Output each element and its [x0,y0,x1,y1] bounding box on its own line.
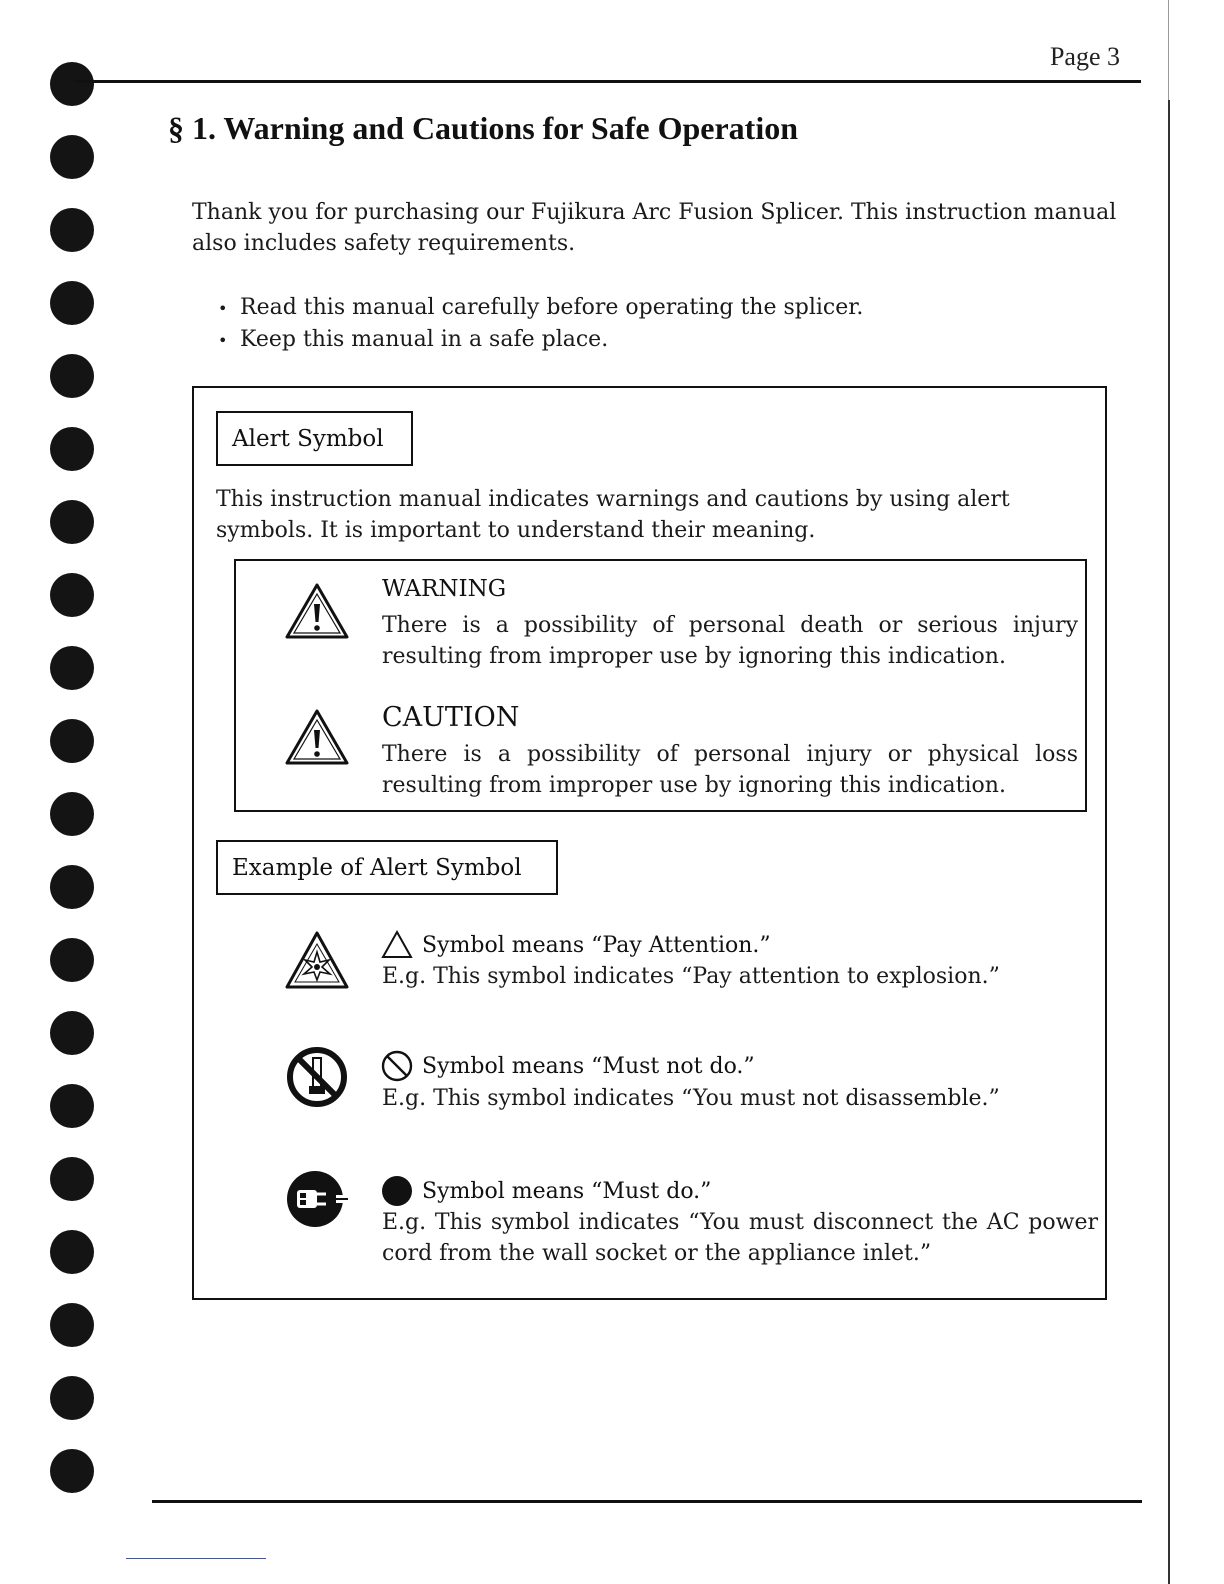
binder-hole [50,1011,94,1055]
triangle-outline-icon [380,928,414,962]
alert-symbol-description: This instruction manual indicates warnings and cautions by using alert symbols. It is important to understand their meaning. [216,487,1010,543]
binder-hole [50,354,94,398]
explosion-warning-icon [284,930,350,992]
binder-hole [50,208,94,252]
example-description: E.g. This symbol indicates “You must not disassemble.” [382,1086,1000,1111]
page-number: Page 3 [1049,42,1120,71]
filled-circle-icon [380,1174,414,1208]
page-edge [1168,100,1170,1584]
example-meaning-row [380,1174,711,1208]
footer-underline [126,1558,266,1559]
binder-hole [50,1449,94,1493]
warning-triangle-icon [284,582,350,640]
binder-hole [50,1376,94,1420]
example-meaning: Symbol means “Must do.” [422,1178,712,1204]
binder-hole [50,1084,94,1128]
example-meaning: Symbol means “Pay Attention.” [422,932,771,958]
warning-title: WARNING [382,576,507,602]
example-description: E.g. This symbol indicates “Pay attention to explosion.” [382,964,1000,989]
warning-description: There is a possibility of personal death or serious injury resulting from improper use by ignoring this indication. [382,613,1078,669]
bullet-icon: • [218,299,228,318]
caution-triangle-icon [284,708,350,766]
binder-hole [50,62,94,106]
caution-title: CAUTION [382,702,520,733]
binder-hole [50,427,94,471]
example-alert-symbol-label: Example of Alert Symbol [216,840,558,895]
example-description: E.g. This symbol indicates “You must disconnect the AC power cord from the wall socket or the appliance inlet.” [382,1210,1098,1266]
header-rule [75,80,1141,83]
binder-holes [0,0,120,1584]
binder-hole [50,865,94,909]
binder-hole [50,719,94,763]
binder-hole [50,500,94,544]
unplug-power-icon [284,1168,350,1230]
binder-hole [50,1157,94,1201]
intro-bullets [218,292,863,356]
binder-hole [50,573,94,617]
no-disassembly-icon [284,1046,350,1108]
bullet-text: Read this manual carefully before operating the splicer. [240,295,864,320]
binder-hole [50,1230,94,1274]
footer-rule [152,1500,1142,1503]
prohibition-circle-icon [380,1049,414,1083]
bullet-text: Keep this manual in a safe place. [240,327,609,352]
bullet-icon: • [218,331,228,350]
example-meaning: Symbol means “Must not do.” [422,1053,755,1079]
list-item [218,292,863,324]
list-item [218,324,863,356]
caution-description: There is a possibility of personal injury or physical loss resulting from improper use by ignoring this indication. [382,742,1078,798]
binder-hole [50,646,94,690]
alert-symbol-label: Alert Symbol [216,411,413,466]
example-meaning-row [380,1049,755,1083]
binder-hole [50,135,94,179]
binder-hole [50,281,94,325]
example-meaning-row [380,928,771,962]
binder-hole [50,938,94,982]
binder-hole [50,792,94,836]
binder-hole [50,1303,94,1347]
intro-paragraph: Thank you for purchasing our Fujikura Arc Fusion Splicer. This instruction manual also includes safety requirements. [192,200,1117,256]
section-title: § 1. Warning and Cautions for Safe Operation [168,110,799,146]
